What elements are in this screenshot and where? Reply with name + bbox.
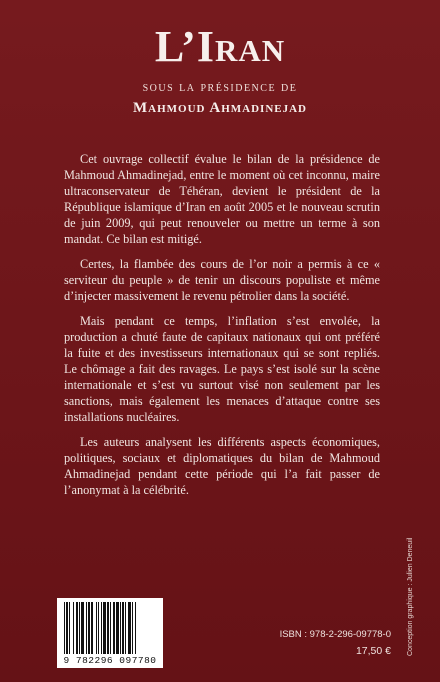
barcode-digits: 9 782296 097780 [63,655,157,666]
design-credit: Conception graphique : Julien Deneuil [407,537,414,656]
barcode [57,598,163,668]
blurb-paragraph-4: Les auteurs analysent les différents aspects économiques, politiques, sociaux et diplomatiques du bilan de Mahmoud Ahmadinejad pendant cette période qui l’a fait passer de l’anonymat à la célébrité. [64,435,380,497]
subject-name: Mahmoud Ahmadinejad [132,100,307,116]
book-subtitle: sous la présidence de [142,80,298,95]
blurb-paragraph-3: Mais pendant ce temps, l’inflation s’est envolée, la production a chuté faute de capitaux nationaux qui ont préféré la fuite et des investisseurs internationaux qui se sont repliés. Le chômage a fait des ravages. Le pays s’est isolé sur la scène internationale et s’est vu surtout visé non seulement par les sanctions, mais également les menaces d’attaque contre ses installations nucléaires. [64,314,380,424]
price: 17,50 € [355,645,391,657]
barcode-bars [62,602,158,654]
blurb-paragraph-2: Certes, la flambée des cours de l’or noir a permis à ce « serviteur du peuple » de tenir un discours populiste et même d’injecter massivement le revenu pétrolier dans la société. [64,257,380,303]
blurb [64,151,380,507]
book-title: L’Iran [154,22,286,71]
isbn: ISBN : 978-2-296-09778-0 [279,629,391,640]
blurb-paragraph-1: Cet ouvrage collectif évalue le bilan de la présidence de Mahmoud Ahmadinejad, entre le moment où cet inconnu, maire ultraconservateur de Téhéran, devient le président de la République islamique d’Iran en août 2005 et le nouveau scrutin de juin 2009, qui peut renouveler ou mettre un terme à son mandat. Ce bilan est mitigé. [64,152,380,246]
